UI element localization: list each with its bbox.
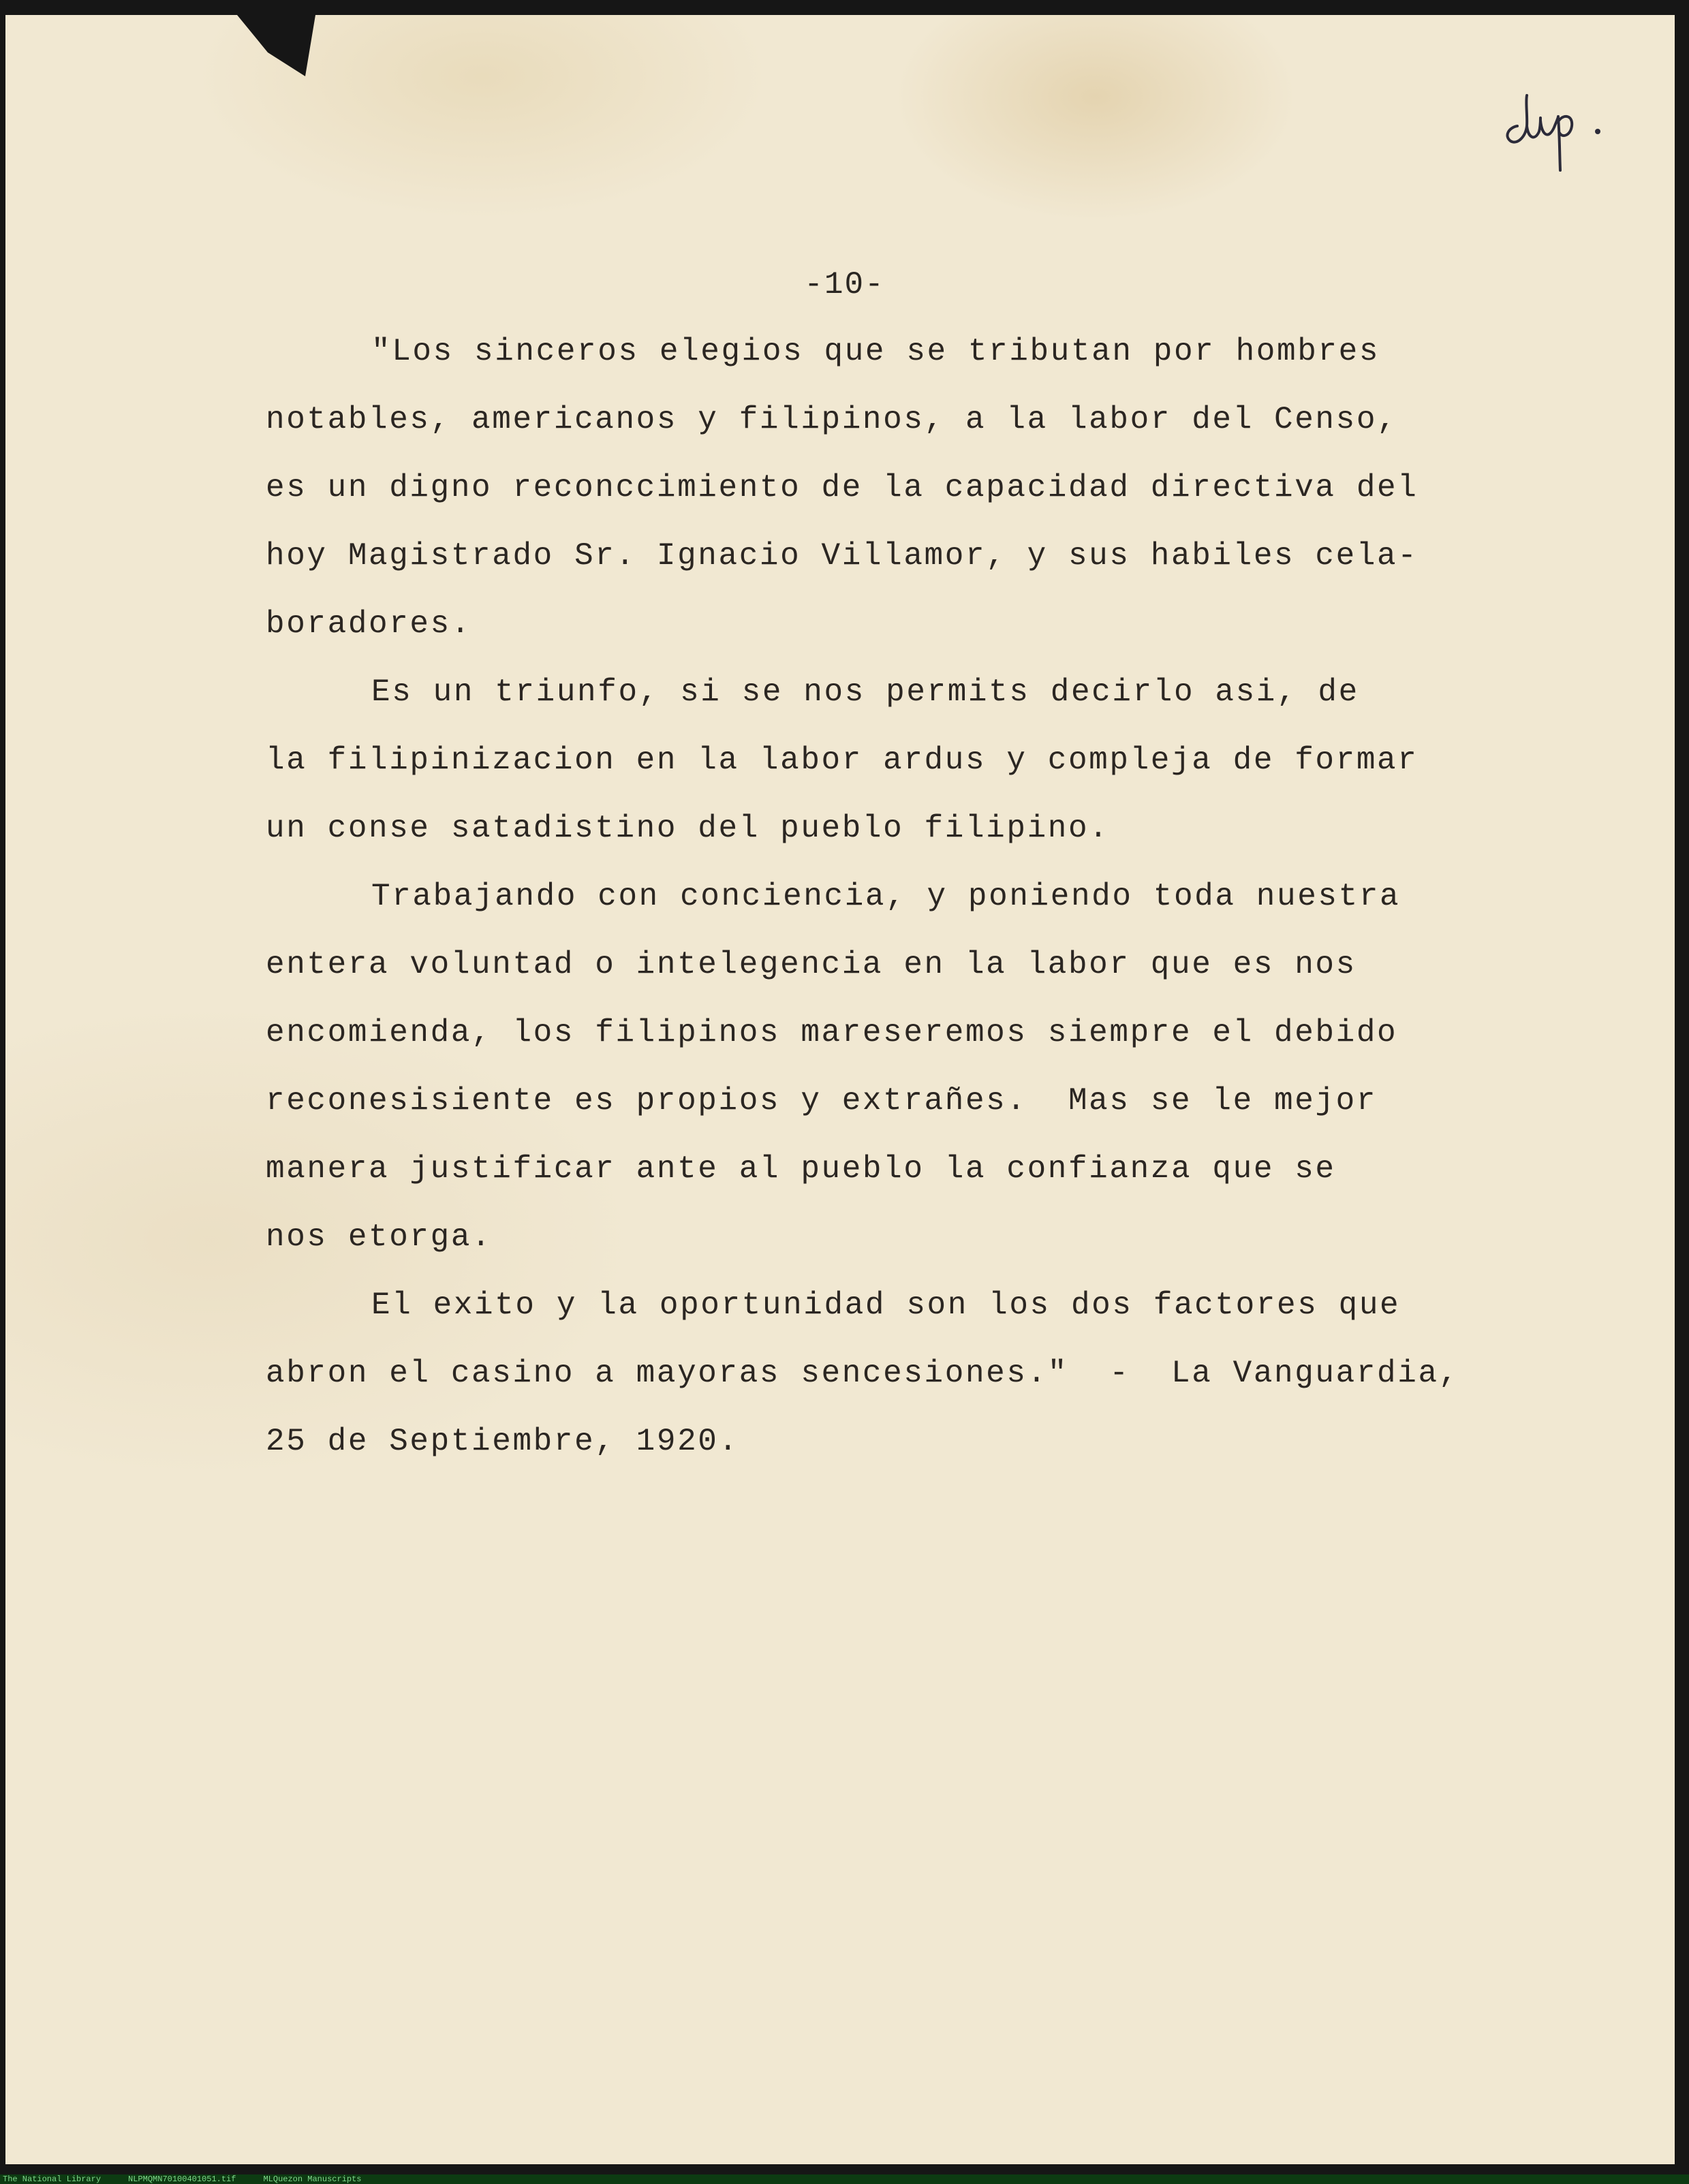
- text-line: manera justificar ante al pueblo la confianza que se: [266, 1151, 1336, 1187]
- text-line: notables, americanos y filipinos, a la labor del Censo,: [266, 402, 1398, 437]
- text-line: es un digno reconccimiento de la capacidad directiva del: [266, 470, 1419, 505]
- text-line: entera voluntad o intelegencia en la labor que es nos: [266, 947, 1357, 982]
- text-line: 25 de Septiembre, 1920.: [266, 1424, 739, 1459]
- scan-footer: [0, 2174, 1689, 2184]
- text-line: boradores.: [266, 606, 472, 642]
- footer-file: NLPMQMN70100401051.tif: [128, 2174, 236, 2184]
- text-line: Es un triunfo, si se nos permits decirlo asi, de: [371, 674, 1359, 710]
- text-line: reconesisiente es propios y extrañes. Mas se le mejor: [266, 1083, 1378, 1119]
- text-line: encomienda, los filipinos mareseremos siempre el debido: [266, 1015, 1398, 1050]
- text-line: El exito y la oportunidad son los dos factores que: [371, 1288, 1401, 1323]
- text-line: hoy Magistrado Sr. Ignacio Villamor, y sus habiles cela-: [266, 538, 1419, 574]
- text-line: la filipinizacion en la labor ardus y compleja de formar: [266, 743, 1419, 778]
- text-line: Trabajando con conciencia, y poniendo toda nuestra: [371, 879, 1401, 914]
- text-line: nos etorga.: [266, 1219, 493, 1255]
- handwritten-annotation: [1496, 78, 1625, 181]
- footer-collection: MLQuezon Manuscripts: [263, 2174, 362, 2184]
- page-number: -10-: [804, 267, 885, 302]
- text-line: "Los sinceros elegios que se tributan por hombres: [371, 334, 1380, 369]
- text-line: abron el casino a mayoras sencesiones." - La Vanguardia,: [266, 1356, 1459, 1391]
- footer-library: The National Library: [3, 2174, 102, 2184]
- text-line: un conse satadistino del pueblo filipino.: [266, 811, 1110, 846]
